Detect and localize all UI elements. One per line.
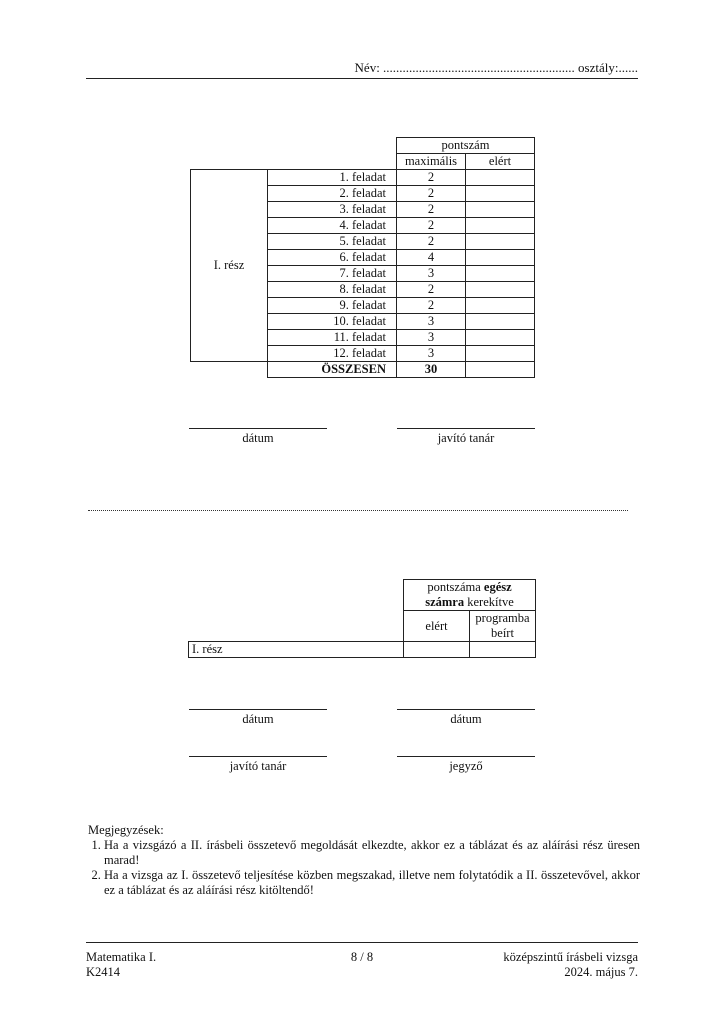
signature-date-right: dátum: [397, 709, 535, 727]
task-achieved-cell[interactable]: [466, 330, 535, 346]
task-label: 8. feladat: [268, 282, 397, 298]
task-label: 1. feladat: [268, 170, 397, 186]
section-label: I. rész: [191, 170, 268, 362]
task-achieved-cell[interactable]: [466, 250, 535, 266]
note-item: 2. Ha a vizsga az I. összetevő teljesítése közben megszakad, illetve nem folytatódik a II. összetevővel, akkor ez a táblázat és az aláírási rész kitöltendő!: [104, 868, 640, 898]
rounded-achieved-header: elért: [404, 611, 470, 642]
task-achieved-cell[interactable]: [466, 298, 535, 314]
page-number: 8 / 8: [350, 950, 374, 964]
total-max: 30: [397, 362, 466, 378]
total-achieved-cell[interactable]: [466, 362, 535, 378]
task-max-score: 3: [397, 266, 466, 282]
name-class-field: Név: ........................................................... osztály:......: [354, 60, 638, 75]
task-label: 3. feladat: [268, 202, 397, 218]
task-max-score: 3: [397, 346, 466, 362]
task-label: 7. feladat: [268, 266, 397, 282]
signature-teacher-top: javító tanár: [397, 428, 535, 446]
footer-right: középszintű írásbeli vizsga 2024. május 7.: [503, 950, 638, 979]
task-achieved-cell[interactable]: [466, 186, 535, 202]
signature-date-top: dátum: [189, 428, 327, 446]
task-label: 11. feladat: [268, 330, 397, 346]
score-table: [190, 137, 535, 378]
task-max-score: 2: [397, 170, 466, 186]
task-max-score: 2: [397, 218, 466, 234]
task-achieved-cell[interactable]: [466, 170, 535, 186]
max-column-header: maximális: [397, 154, 466, 170]
task-max-score: 2: [397, 202, 466, 218]
task-row: [191, 170, 535, 186]
program-entered-header: programba beírt: [470, 611, 536, 642]
rounded-row-label: I. rész: [189, 642, 404, 658]
total-label: ÖSSZESEN: [268, 362, 397, 378]
rounded-score-table: [188, 579, 536, 658]
rounded-score-header: pontszáma egész számra kerekítve: [404, 580, 536, 611]
notes-title: Megjegyzések:: [88, 823, 164, 837]
task-label: 4. feladat: [268, 218, 397, 234]
score-group-header: pontszám: [397, 138, 535, 154]
task-label: 9. feladat: [268, 298, 397, 314]
task-label: 12. feladat: [268, 346, 397, 362]
note-item: 1. Ha a vizsgázó a II. írásbeli összetevő megoldását elkezdte, akkor ez a táblázat és az aláírási rész üresen marad!: [104, 838, 640, 868]
task-label: 2. feladat: [268, 186, 397, 202]
notes-section: [88, 823, 640, 898]
task-achieved-cell[interactable]: [466, 266, 535, 282]
separator-line: [88, 510, 628, 511]
signature-date-left: dátum: [189, 709, 327, 727]
program-entered-cell[interactable]: [470, 642, 536, 658]
achieved-column-header: elért: [466, 154, 535, 170]
task-achieved-cell[interactable]: [466, 282, 535, 298]
task-achieved-cell[interactable]: [466, 234, 535, 250]
rounded-achieved-cell[interactable]: [404, 642, 470, 658]
task-max-score: 2: [397, 234, 466, 250]
task-max-score: 3: [397, 314, 466, 330]
task-label: 6. feladat: [268, 250, 397, 266]
task-achieved-cell[interactable]: [466, 314, 535, 330]
task-max-score: 2: [397, 282, 466, 298]
footer-left: Matematika I. K2414: [86, 950, 157, 979]
task-achieved-cell[interactable]: [466, 202, 535, 218]
signature-teacher: javító tanár: [189, 756, 327, 774]
task-achieved-cell[interactable]: [466, 218, 535, 234]
task-achieved-cell[interactable]: [466, 346, 535, 362]
task-max-score: 2: [397, 186, 466, 202]
signature-notary: jegyző: [397, 756, 535, 774]
task-label: 10. feladat: [268, 314, 397, 330]
task-max-score: 3: [397, 330, 466, 346]
task-label: 5. feladat: [268, 234, 397, 250]
footer-rule: [86, 942, 638, 943]
header-rule: [86, 78, 638, 79]
task-max-score: 2: [397, 298, 466, 314]
task-max-score: 4: [397, 250, 466, 266]
